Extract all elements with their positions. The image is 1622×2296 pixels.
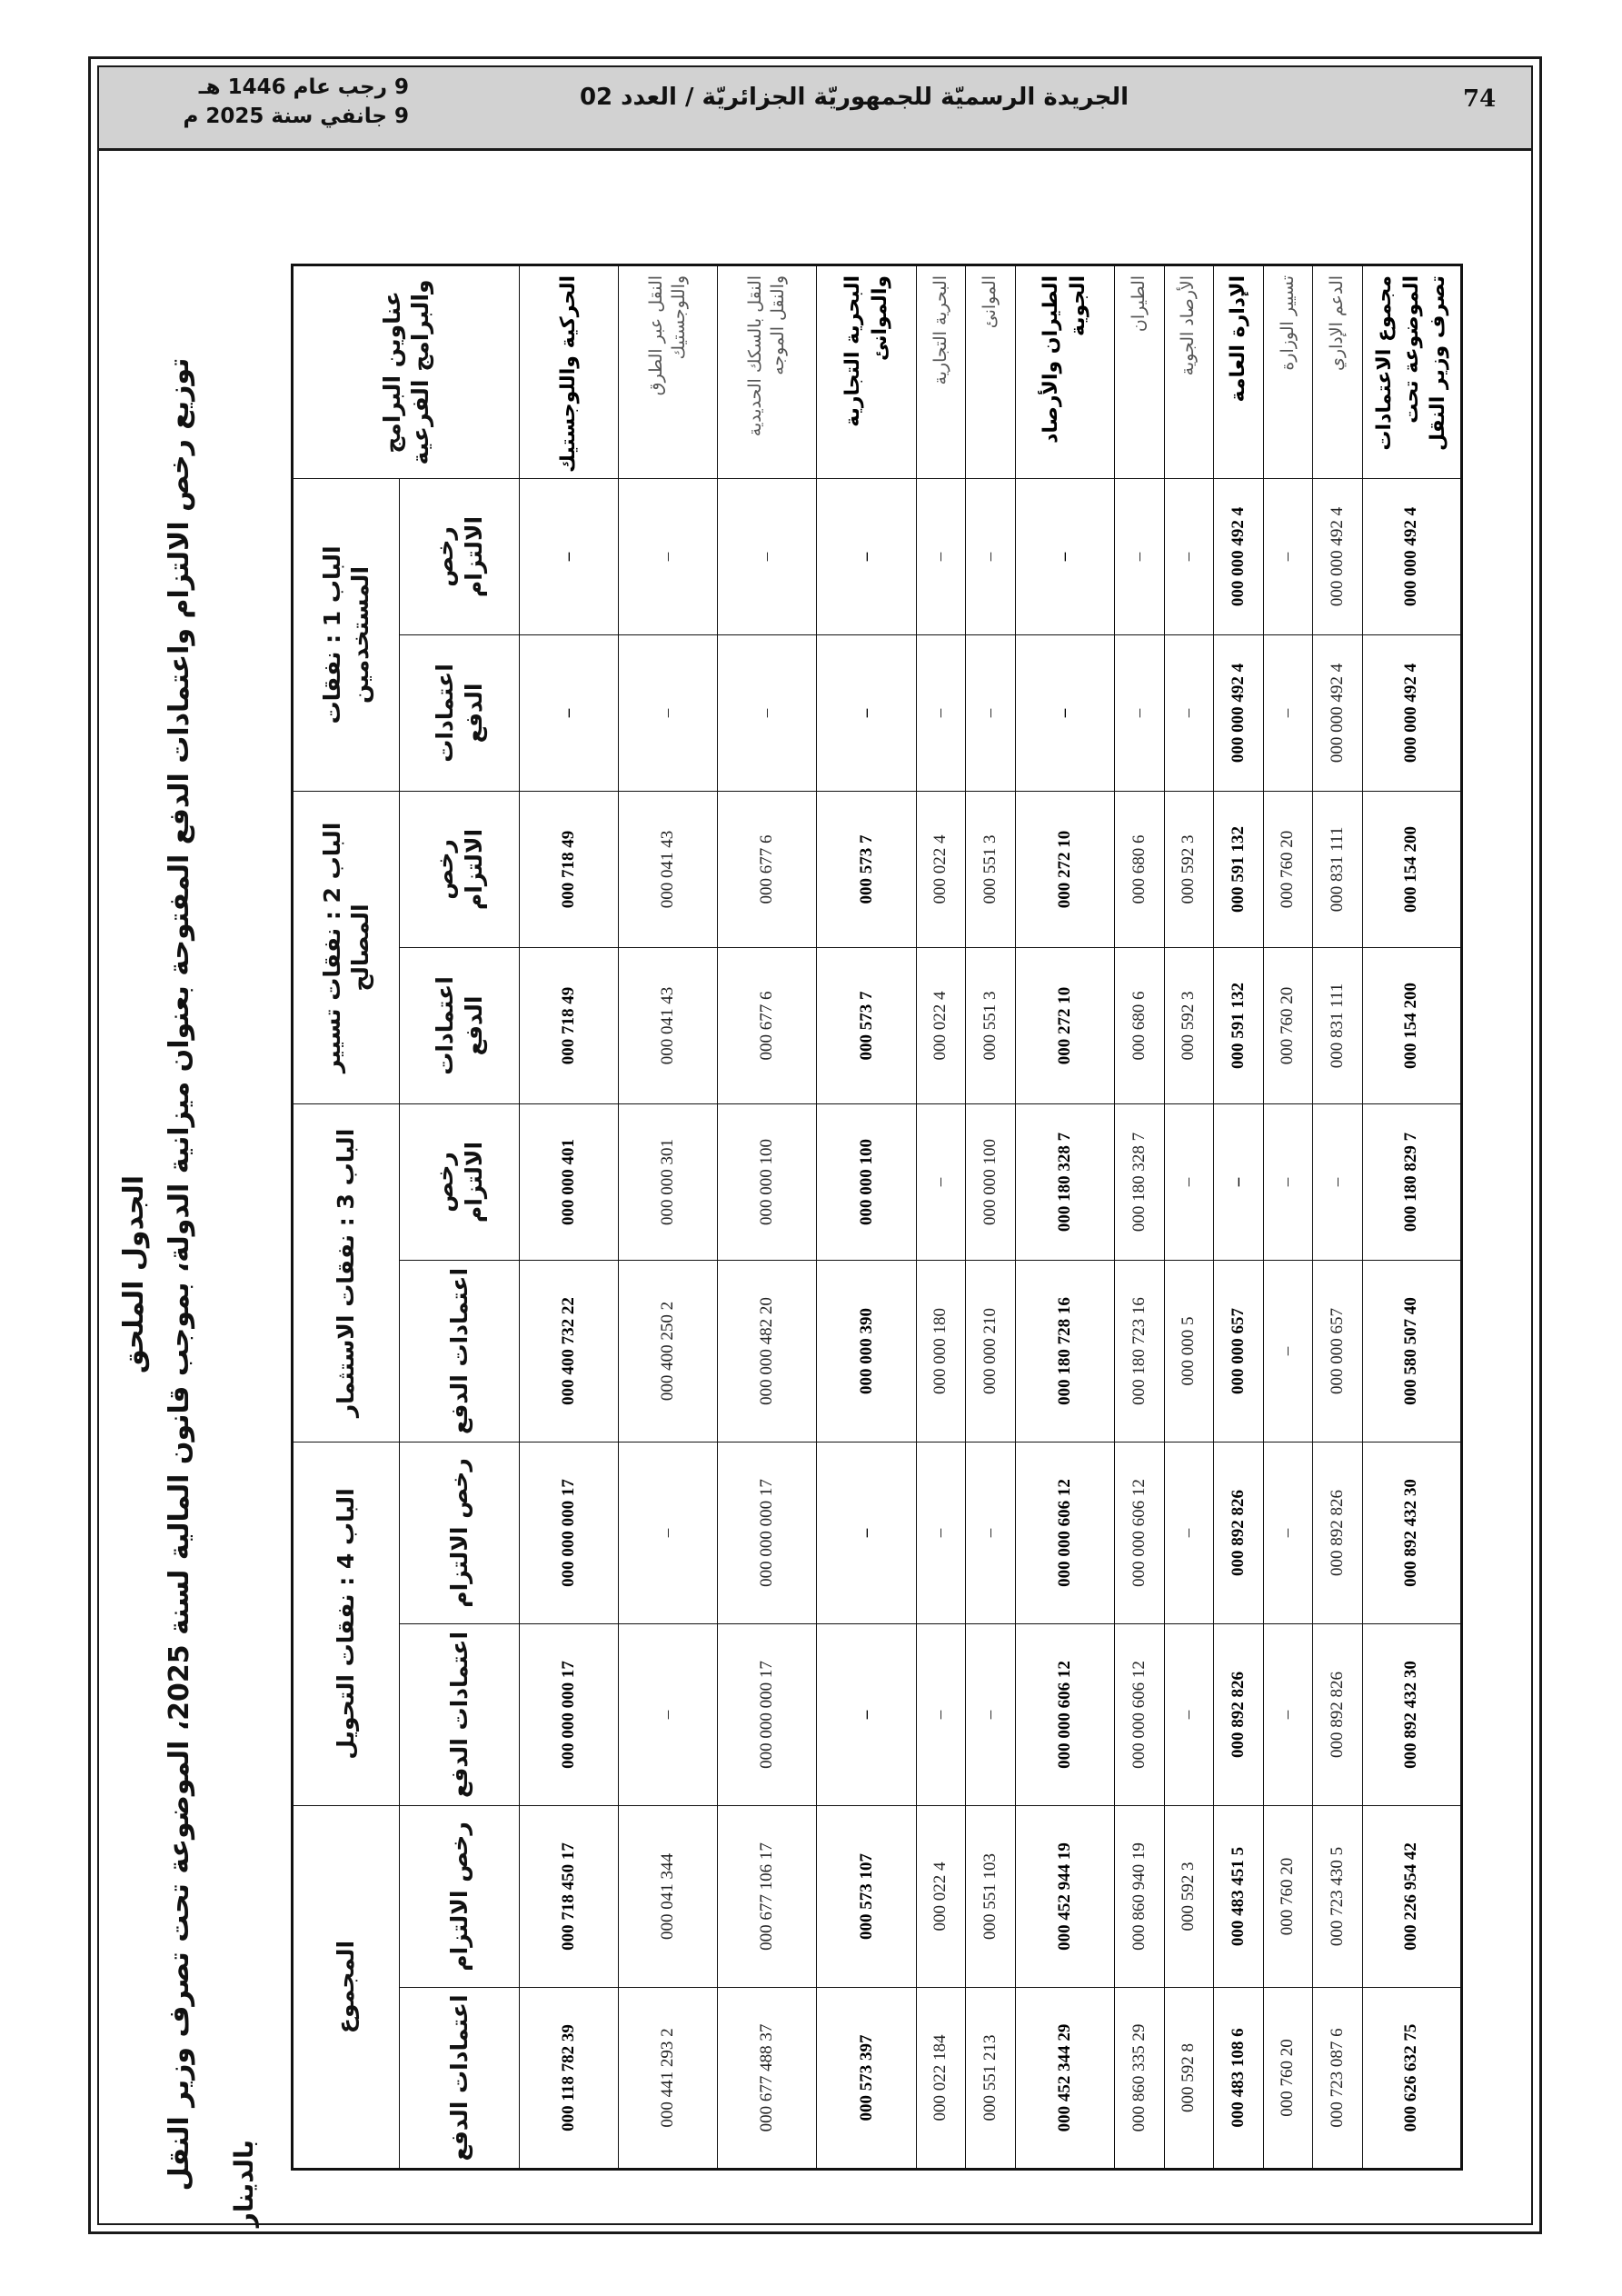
amount-cell: – [520, 478, 619, 634]
credits-table [291, 264, 1463, 2171]
program-label: البحرية التجارية [916, 265, 966, 478]
amount-cell: 12 606 000 000 [1114, 1442, 1164, 1623]
amount-cell: 826 892 000 [1214, 1623, 1264, 1805]
amount-cell: 4 492 000 000 [1362, 478, 1461, 634]
amount-cell: – [619, 634, 718, 791]
date-hijri: 9 رجب عام 1446 هـ [198, 75, 409, 99]
amount-cell: – [966, 1442, 1016, 1623]
amount-cell: – [520, 634, 619, 791]
subheader-ae: رخص الالتزام [400, 1806, 520, 1988]
amount-cell: – [1164, 634, 1214, 791]
amount-cell: 20 482 000 000 [718, 1260, 817, 1442]
amount-cell: – [1263, 1260, 1313, 1442]
amount-cell: 657 000 000 [1214, 1260, 1264, 1442]
date-gregorian: 9 جانفي سنة 2025 م [183, 105, 409, 128]
annex-subtitle: توزيع رخص الالتزام واعتمادات الدفع المفتوحة بعنوان ميزانية الدولة، بموجب قانون المالية لسنة 2025، الموضوعة تحت تصرف وزير النقل [164, 357, 195, 2191]
amount-cell: 6 087 723 000 [1313, 1988, 1363, 2170]
amount-cell: 826 892 000 [1313, 1442, 1363, 1623]
table-row [1114, 265, 1164, 2169]
amount-cell: 3 592 000 [1164, 1806, 1214, 1988]
amount-cell: 4 492 000 000 [1214, 478, 1264, 634]
header-title-2: الباب 2 : نفقات تسيير المصالح [293, 791, 400, 1103]
amount-cell: 17 450 718 000 [520, 1806, 619, 1988]
amount-cell: 213 551 000 [966, 1988, 1016, 2170]
amount-cell: 3 551 000 [966, 947, 1016, 1103]
amount-cell: – [817, 634, 916, 791]
amount-cell: – [966, 478, 1016, 634]
amount-cell: 12 606 000 000 [1114, 1623, 1164, 1805]
amount-cell: – [1263, 1442, 1313, 1623]
program-label: الطيران [1114, 265, 1164, 478]
amount-cell: 7 573 000 [817, 791, 916, 947]
amount-cell: 7 829 180 000 [1362, 1103, 1461, 1260]
amount-cell: 8 592 000 [1164, 1988, 1214, 2170]
header-title-4: الباب 4 : نفقات التحويل [293, 1442, 400, 1805]
amount-cell: 17 106 677 000 [718, 1806, 817, 1988]
page-number: 74 [1463, 85, 1497, 113]
amount-cell: – [916, 478, 966, 634]
amount-cell: 4 492 000 000 [1214, 634, 1264, 791]
amount-cell: – [1263, 478, 1313, 634]
amount-cell: – [619, 1623, 718, 1805]
amount-cell: 6 680 000 [1114, 791, 1164, 947]
amount-cell: 100 000 000 [718, 1103, 817, 1260]
amount-cell: 6 677 000 [718, 791, 817, 947]
amount-cell: 20 760 000 [1263, 947, 1313, 1103]
amount-cell: 4 492 000 000 [1313, 634, 1363, 791]
amount-cell: 20 760 000 [1263, 791, 1313, 947]
program-label: الدعم الإداري [1313, 265, 1363, 478]
program-label: النقل عبر الطرق واللوجستيك [619, 265, 718, 478]
amount-cell: 7 328 180 000 [1114, 1103, 1164, 1260]
amount-cell: 397 573 000 [817, 1988, 916, 2170]
table-row [718, 265, 817, 2169]
amount-cell: – [619, 478, 718, 634]
amount-cell: 37 488 677 000 [718, 1988, 817, 2170]
amount-cell: 107 573 000 [817, 1806, 916, 1988]
amount-cell: – [1015, 634, 1114, 791]
amount-cell: 4 492 000 000 [1313, 478, 1363, 634]
table-row [966, 265, 1016, 2169]
amount-cell: 3 592 000 [1164, 791, 1214, 947]
subheader-ae: رخص الالتزام [400, 478, 520, 634]
amount-cell: – [916, 1442, 966, 1623]
table-row [520, 265, 619, 2169]
subheader-cp: اعتمادات الدفع [400, 1988, 520, 2170]
amount-cell: – [817, 1623, 916, 1805]
total-row [1362, 265, 1461, 2169]
subheader-ae: رخص الالتزام [400, 1103, 520, 1260]
amount-cell: 49 718 000 [520, 947, 619, 1103]
header-programs: عناوين البرامج والبرامج الفرعية [293, 265, 520, 478]
amount-cell: – [916, 634, 966, 791]
amount-cell: 344 041 000 [619, 1806, 718, 1988]
table-row [1164, 265, 1214, 2169]
amount-cell: 4 022 000 [916, 947, 966, 1103]
amount-cell: 43 041 000 [619, 947, 718, 1103]
amount-cell: 180 000 000 [916, 1260, 966, 1442]
amount-cell: 29 344 452 000 [1015, 1988, 1114, 2170]
amount-cell: 3 551 000 [966, 791, 1016, 947]
header-title-1: الباب 1 : نفقات المستخدمين [293, 478, 400, 791]
amount-cell: – [1263, 634, 1313, 791]
program-label: الموانئ [966, 265, 1016, 478]
program-label: تسيير الوزارة [1263, 265, 1313, 478]
amount-cell: – [1263, 1103, 1313, 1260]
amount-cell: 826 892 000 [1214, 1442, 1264, 1623]
table-row [817, 265, 916, 2169]
amount-cell: 103 551 000 [966, 1806, 1016, 1988]
amount-cell: 390 000 000 [817, 1260, 916, 1442]
amount-cell: 75 632 626 000 [1362, 1988, 1461, 2170]
header-title-3: الباب 3 : نفقات الاستثمار [293, 1103, 400, 1442]
program-label: الحركية واللوجستيك [520, 265, 619, 478]
subheader-cp: اعتمادات الدفع [400, 1623, 520, 1805]
table-row [619, 265, 718, 2169]
amount-cell: 17 000 000 000 [520, 1442, 619, 1623]
amount-cell: 22 732 400 000 [520, 1260, 619, 1442]
amount-cell: 20 760 000 [1263, 1806, 1313, 1988]
amount-cell: 401 000 000 [520, 1103, 619, 1260]
amount-cell: 111 831 000 [1313, 791, 1363, 947]
amount-cell: 5 430 723 000 [1313, 1806, 1363, 1988]
program-label: الإدارة العامة [1214, 265, 1264, 478]
currency-unit: بالدينار [229, 2140, 259, 2228]
amount-cell: 200 154 000 [1362, 947, 1461, 1103]
table-row [1263, 265, 1313, 2169]
amount-cell: 2 293 441 000 [619, 1988, 718, 2170]
amount-cell: 301 000 000 [619, 1103, 718, 1260]
amount-cell: – [1114, 478, 1164, 634]
amount-cell: – [718, 478, 817, 634]
amount-cell: – [619, 1442, 718, 1623]
amount-cell: 6 108 483 000 [1214, 1988, 1264, 2170]
amount-cell: – [1313, 1103, 1363, 1260]
amount-cell: 12 606 000 000 [1015, 1623, 1114, 1805]
amount-cell: – [817, 478, 916, 634]
amount-cell: 210 000 000 [966, 1260, 1016, 1442]
table-body [520, 265, 1462, 2169]
issue-date [127, 73, 409, 131]
amount-cell: – [1164, 1623, 1214, 1805]
annex-rotated-content [109, 276, 1472, 2272]
annex-title: الجدول الملحق [118, 1174, 150, 1374]
amount-cell: 4 022 000 [916, 1806, 966, 1988]
amount-cell: 10 272 000 [1015, 791, 1114, 947]
amount-cell: 100 000 000 [817, 1103, 916, 1260]
amount-cell: 6 677 000 [718, 947, 817, 1103]
amount-cell: – [1214, 1103, 1264, 1260]
table-row [1015, 265, 1114, 2169]
table-row [1313, 265, 1363, 2169]
amount-cell: – [916, 1103, 966, 1260]
amount-cell: 43 041 000 [619, 791, 718, 947]
amount-cell: 30 432 892 000 [1362, 1442, 1461, 1623]
amount-cell: 29 335 860 000 [1114, 1988, 1164, 2170]
amount-cell: 12 606 000 000 [1015, 1442, 1114, 1623]
amount-cell: 132 591 000 [1214, 791, 1264, 947]
amount-cell: – [916, 1623, 966, 1805]
amount-cell: 16 723 180 000 [1114, 1260, 1164, 1442]
amount-cell: 30 432 892 000 [1362, 1623, 1461, 1805]
subheader-cp: اعتمادات الدفع [400, 634, 520, 791]
amount-cell: 40 507 580 000 [1362, 1260, 1461, 1442]
amount-cell: 5 000 000 [1164, 1260, 1214, 1442]
program-label: مجموع الاعتمادات الموضوعة تحت تصرف وزير النقل [1362, 265, 1461, 478]
amount-cell: 17 000 000 000 [520, 1623, 619, 1805]
amount-cell: 7 573 000 [817, 947, 916, 1103]
amount-cell: 17 000 000 000 [718, 1442, 817, 1623]
amount-cell: 49 718 000 [520, 791, 619, 947]
amount-cell: 10 272 000 [1015, 947, 1114, 1103]
amount-cell: 6 680 000 [1114, 947, 1164, 1103]
subheader-ae: رخص الالتزام [400, 791, 520, 947]
amount-cell: 5 451 483 000 [1214, 1806, 1264, 1988]
amount-cell: 111 831 000 [1313, 947, 1363, 1103]
amount-cell: – [718, 634, 817, 791]
amount-cell: 132 591 000 [1214, 947, 1264, 1103]
amount-cell: – [1263, 1623, 1313, 1805]
amount-cell: – [1164, 478, 1214, 634]
amount-cell: – [1164, 1442, 1214, 1623]
amount-cell: 42 954 226 000 [1362, 1806, 1461, 1988]
amount-cell: 20 760 000 [1263, 1988, 1313, 2170]
program-label: الأرصاد الجوية [1164, 265, 1214, 478]
amount-cell: – [966, 634, 1016, 791]
amount-cell: – [966, 1623, 1016, 1805]
journal-title: الجريدة الرسميّة للجمهوريّة الجزائريّة / العدد 02 [579, 84, 1129, 111]
program-label: البحرية التجارية والموانئ [817, 265, 916, 478]
program-label: الطيران والأرصاد الجوية [1015, 265, 1114, 478]
subheader-ae: رخص الالتزام [400, 1442, 520, 1623]
amount-cell: 100 000 000 [966, 1103, 1016, 1260]
header-total: المجموع [293, 1806, 400, 2170]
amount-cell: 4 492 000 000 [1362, 634, 1461, 791]
amount-cell: 39 782 118 000 [520, 1988, 619, 2170]
amount-cell: 200 154 000 [1362, 791, 1461, 947]
amount-cell: – [1015, 478, 1114, 634]
amount-cell: 657 000 000 [1313, 1260, 1363, 1442]
amount-cell: 3 592 000 [1164, 947, 1214, 1103]
subheader-cp: اعتمادات الدفع [400, 947, 520, 1103]
amount-cell: 4 022 000 [916, 791, 966, 947]
program-label: النقل بالسكك الحديدية والنقل الموجه [718, 265, 817, 478]
amount-cell: 19 940 860 000 [1114, 1806, 1164, 1988]
amount-cell: – [1164, 1103, 1214, 1260]
amount-cell: 16 728 180 000 [1015, 1260, 1114, 1442]
amount-cell: 2 250 400 000 [619, 1260, 718, 1442]
table-row [1214, 265, 1264, 2169]
subheader-cp: اعتمادات الدفع [400, 1260, 520, 1442]
amount-cell: – [1114, 634, 1164, 791]
amount-cell: 184 022 000 [916, 1988, 966, 2170]
amount-cell: 826 892 000 [1313, 1623, 1363, 1805]
amount-cell: – [817, 1442, 916, 1623]
amount-cell: 7 328 180 000 [1015, 1103, 1114, 1260]
amount-cell: 17 000 000 000 [718, 1623, 817, 1805]
amount-cell: 19 944 452 000 [1015, 1806, 1114, 1988]
table-row [916, 265, 966, 2169]
